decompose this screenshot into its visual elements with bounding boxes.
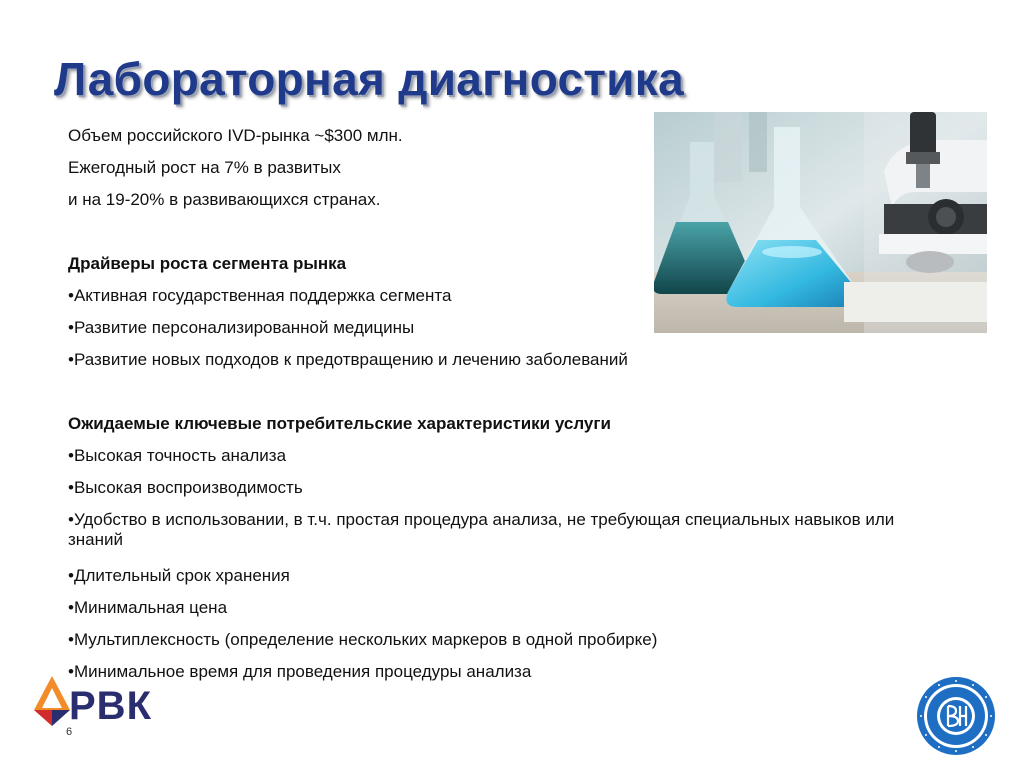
characteristics-item: •Удобство в использовании, в т.ч. простая процедура анализа, не требующая специальных навыков или знаний [68,510,895,549]
lab-flasks-photo [654,112,987,333]
intro-line-3: и на 19-20% в развивающихся странах. [68,190,381,209]
rvk-triangle-icon [32,674,72,728]
characteristics-item: •Длительный срок хранения [68,566,290,585]
hse-seal-icon [916,676,996,756]
characteristics-item: •Мультиплексность (определение нескольких маркеров в одной пробирке) [68,630,658,649]
page-number: 6 [66,726,73,738]
intro-line-1: Объем российского IVD-рынка ~$300 млн. [68,126,403,145]
intro-line-2: Ежегодный рост на 7% в развитых [68,158,341,177]
characteristics-item: •Минимальная цена [68,598,228,617]
characteristics-item: •Высокая воспроизводимость [68,478,303,497]
characteristics-heading: Ожидаемые ключевые потребительские характеристики услуги [68,414,611,433]
drivers-item: •Развитие новых подходов к предотвращению и лечению заболеваний [68,350,628,369]
characteristics-item: •Высокая точность анализа [68,446,287,465]
drivers-heading: Драйверы роста сегмента рынка [68,254,347,273]
drivers-item: •Активная государственная поддержка сегмента [68,286,452,305]
slide-title: Лабораторная диагностика [54,53,684,105]
characteristics-item: •Минимальное время для проведения процедуры анализа [68,662,532,681]
rvk-logo-text: РВК [69,684,152,728]
drivers-item: •Развитие персонализированной медицины [68,318,415,337]
